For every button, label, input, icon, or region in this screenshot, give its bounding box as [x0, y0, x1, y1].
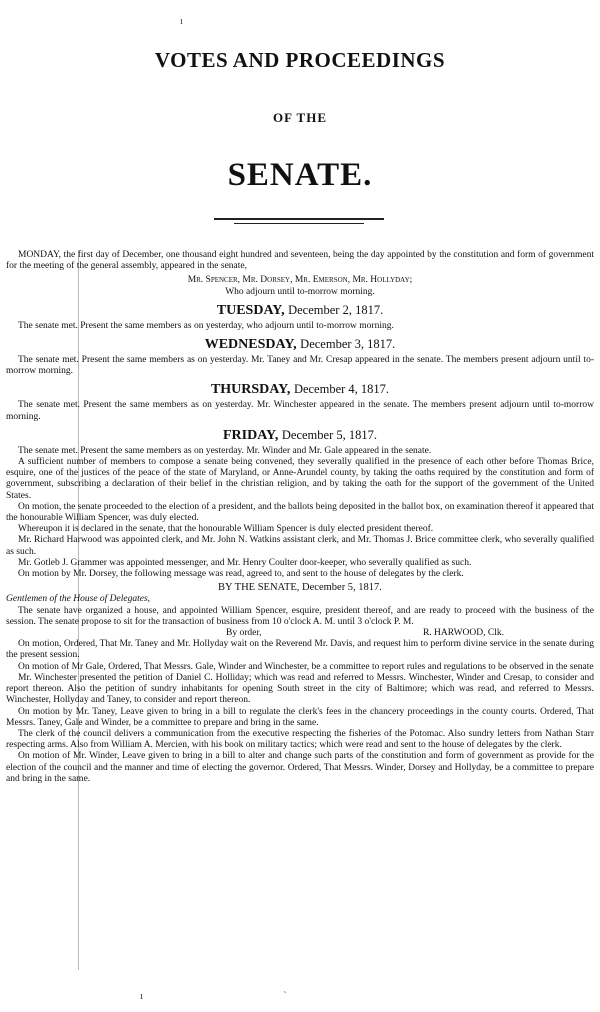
wednesday-paragraph: The senate met. Present the same members as on yesterday. Mr. Taney and Mr. Cresap appeared in the senate. The members present adjourn until to-morrow morning.: [6, 355, 594, 377]
wednesday-date: December 3, 1817.: [300, 337, 396, 352]
friday-date: December 5, 1817.: [281, 427, 377, 442]
monday-members: Mr. Spencer, Mr. Dorsey, Mr. Emerson, Mr. Hollyday;: [187, 275, 413, 286]
monday-paragraph: MONDAY, the first day of December, one thousand eight hundred and seventeen, being the day appointed by the constitution and form of government for the meeting of the general assembly, appeared in the senate,: [6, 250, 594, 272]
closing-paragraph: On motion, Ordered, That Mr. Taney and Mr. Hollyday wait on the Reverend Mr. Davis, and request him to perform divine service in the senate during the present session.: [6, 639, 594, 661]
wednesday-heading: [6, 336, 594, 353]
message-signature: [6, 628, 594, 639]
closing-paragraph: The clerk of the council delivers a communication from the executive respecting the fisheries of the Potomac. Also sundry letters from Nathan Starr respecting arms. Also from William A. Mercien, with his book on military tactics; which were read and sent to the house of delegates by the clerk.: [6, 728, 594, 751]
friday-paragraph: Mr. Gotleb J. Grammer was appointed messenger, and Mr. Henry Coulter door-keeper, who severally qualified as such.: [18, 557, 472, 568]
by-order-text: By order,: [226, 628, 262, 639]
ornamental-rule: [214, 218, 384, 226]
wednesday-day: WEDNESDAY,: [204, 337, 297, 353]
thursday-heading: [6, 381, 594, 398]
tuesday-day: TUESDAY,: [216, 302, 285, 318]
closing-paragraph: On motion of Mr. Winder, Leave given to bring in a bill to alter and change such parts of the constitution and form of government as provide for the election of the council and the manner and time of electing the governor. Ordered, That Messrs. Winder, Dorsey and Hollyday, be a committee to prepare and bring in the same.: [6, 751, 594, 784]
scan-mark: ı: [180, 15, 184, 27]
friday-paragraph: Mr. Richard Harwood was appointed clerk, and Mr. John N. Watkins assistant clerk, and Mr. Thomas J. Brice committee clerk, who severally qualified as such.: [6, 535, 594, 557]
tuesday-date: December 2, 1817.: [288, 302, 384, 317]
journal-body: [6, 250, 594, 785]
title-votes-and-proceedings: VOTES AND PROCEEDINGS: [154, 48, 446, 72]
friday-day: FRIDAY,: [223, 427, 279, 443]
closing-paragraph: On motion of Mr Gale, Ordered, That Messrs. Gale, Winder and Winchester, be a committee to report rules and regulations to be observed in the senate: [18, 661, 594, 672]
title-of-the: OF THE: [272, 110, 328, 125]
thursday-paragraph: The senate met. Present the same members as on yesterday. Mr. Winchester appeared in the senate. The members present adjourn until to-morrow morning.: [6, 400, 594, 422]
closing-paragraph: On motion by Mr. Taney, Leave given to bring in a bill to regulate the clerk's fees in the chancery proceedings in the county courts. Ordered, That Messrs. Taney, Gale and Winder, be a committee to prepare and bring in the same.: [6, 706, 594, 728]
thursday-date: December 4, 1817.: [293, 382, 390, 397]
closing-paragraph: Mr. Winchester presented the petition of Daniel C. Holliday; which was read and referred to Messrs. Winchester, Winder and Cresap, to consider and report thereon. Also the petition of sundry inhabitants for opening South street in the city of Baltimore; which was read, and referred to Messrs. Winchester, Hollyday and Taney, to consider and report thereon.: [6, 672, 594, 706]
message-heading: BY THE SENATE, December 5, 1817.: [218, 582, 382, 594]
friday-paragraph: Whereupon it is declared in the senate, that the honourable William Spencer is duly elected president thereof.: [18, 524, 434, 535]
friday-paragraph: On motion by Mr. Dorsey, the following message was read, agreed to, and sent to the house of delegates by the clerk.: [18, 569, 464, 580]
monday-adjourn: Who adjourn until to-morrow morning.: [225, 286, 375, 297]
message-paragraph: The senate have organized a house, and appointed William Spencer, esquire, president thereof, and are ready to proceed with the business of the session. The senate propose to sit for the transaction of business from 10 o'clock A. M. until 3 o'clock P. M.: [6, 605, 594, 627]
tuesday-heading: [6, 302, 594, 319]
thursday-day: THURSDAY,: [210, 382, 291, 398]
friday-paragraph: A sufficient number of members to compose a senate being convened, they severally qualified in the presence of each other before Thomas Brice, esquire, one of the justices of the peace of the state of Maryland, or Anne-Arundel county, by taking the oaths required by the constitution and form of government, subscribing a declaration of their belief in the christian religion, and by taking the oath for the support of the government of the United States.: [6, 457, 594, 501]
friday-heading: [6, 427, 594, 444]
scan-bottom-marks: ı ˋ: [140, 990, 287, 1002]
message-salutation: Gentlemen of the House of Delegates,: [6, 594, 151, 605]
friday-paragraph: On motion, the senate proceeded to the election of a president, and the ballots being deposited in the ballot box, on examination thereof it appeared that the honourable William Spencer, was duly elected.: [6, 501, 594, 524]
tuesday-paragraph: The senate met. Present the same members as on yesterday, who adjourn until to-morrow morning.: [18, 320, 394, 331]
clerk-signature: R. HARWOOD, Clk.: [422, 628, 504, 639]
friday-paragraph: The senate met. Present the same members as on yesterday. Mr. Winder and Mr. Gale appeared in the senate.: [18, 445, 432, 456]
title-senate: SENATE.: [227, 157, 373, 193]
